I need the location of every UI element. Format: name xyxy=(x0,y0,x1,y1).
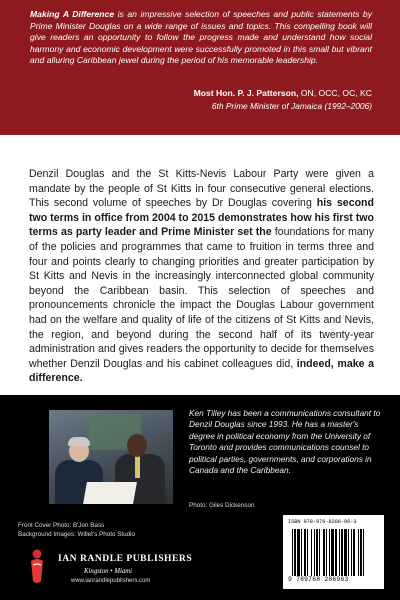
barcode-number: 9 789768 286963 xyxy=(288,576,349,583)
description-part-1: Denzil Douglas and the St Kitts-Nevis Labour Party were given a mandate by the people of St Kitts in four consecutive general elections. This second volume of speeches by Dr Douglas covering xyxy=(29,168,374,210)
endorsement-author-name: Most Hon. P. J. Patterson, xyxy=(193,88,299,98)
author-photo xyxy=(49,410,173,504)
cover-credits xyxy=(18,522,135,539)
endorsement-author xyxy=(32,88,372,98)
author-band xyxy=(0,395,400,600)
barcode xyxy=(283,515,384,589)
publisher-url: www.ianrandlepublishers.com xyxy=(71,578,151,584)
barcode-bars xyxy=(292,529,376,576)
isbn-label: ISBN 978-976-8286-96-3 xyxy=(288,519,357,525)
endorsement-quote xyxy=(30,9,372,67)
publisher-block xyxy=(24,547,224,597)
endorsement-author-role: 6th Prime Minister of Jamaica (1992–2006) xyxy=(211,101,372,111)
description-bold-1: his second two terms in office from 2004 to 2015 demonstrates how his first two terms as party leader and Prime Minister set the xyxy=(29,197,374,239)
publisher-cities: Kingston • Miami xyxy=(84,568,133,575)
photo-credit: Photo: Giles Dickenson xyxy=(189,502,255,509)
author-bio: Ken Tilley has been a communications consultant to Denzil Douglas since 1993. He has a master's degree in political economy from the University of Toronto and provides communications counsel to political parties, governments, and corporations in Canada and the Caribbean. xyxy=(189,408,381,476)
description-bold-2: indeed, make a difference. xyxy=(29,357,374,385)
publisher-name: IAN RANDLE PUBLISHERS xyxy=(58,553,193,564)
endorsement-text: is an impressive selection of speeches and public statements by Prime Minister Douglas on a wide range of issues and topics. This compelling book will give readers an opportunity to follow the progress made and understand how social harmony and economic development were successfully promoted in this small but vibrant and alluring Caribbean jewel during the period of his memorable leadership. xyxy=(30,9,372,66)
background-credit: Background Images: Willet's Photo Studio xyxy=(18,530,136,538)
book-title: Making A Difference xyxy=(30,9,115,19)
book-description xyxy=(29,167,374,386)
endorsement-author-honours: ON, OCC, OC, KC xyxy=(298,88,372,98)
publisher-logo-icon xyxy=(24,547,50,585)
top-quote-band xyxy=(0,0,400,135)
front-cover-credit: Front Cover Photo: B'Jon Bass xyxy=(18,522,105,529)
description-part-2: foundations for many of the policies and programmes that came to fruition in terms three and four and points clearly to changing priorities and greater participation by St Kitts and Nevis in the increasingly interconnected global community beyond the Caribbean basin. This selection of speeches and pronouncements chronicle the impact the Douglas Labour government had on the welfare and quality of life of the citizens of St Kitts and Nevis, the region, and beyond during the second half of its twenty-year administration and gives readers the opportunity to decide for themselves whether Denzil Douglas and his cabinet colleagues did, xyxy=(29,226,374,370)
